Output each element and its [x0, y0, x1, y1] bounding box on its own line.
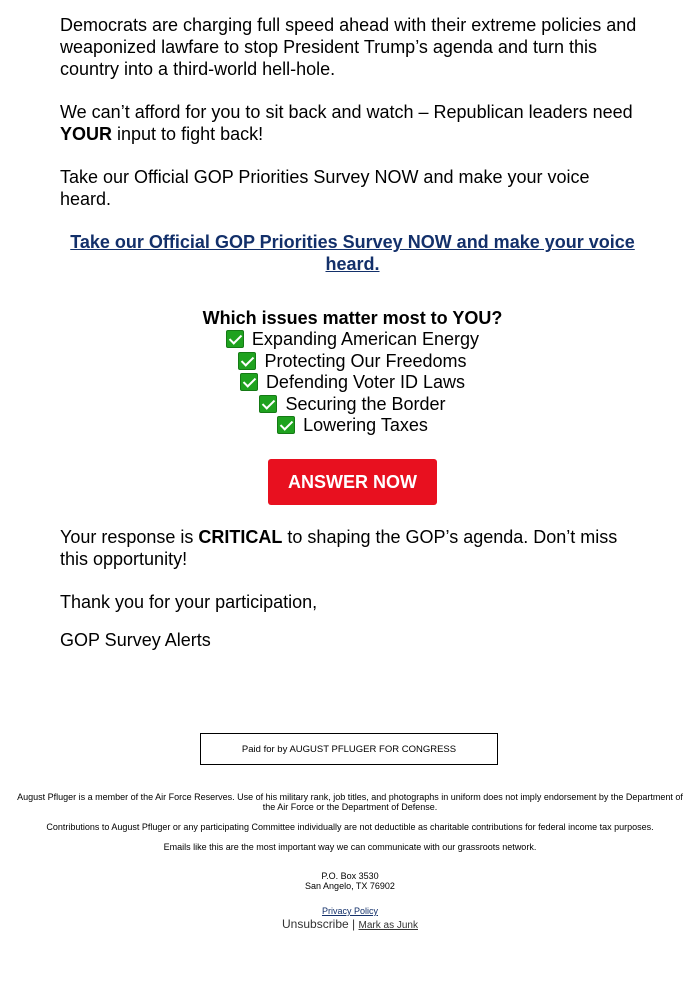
- military-disclaimer: August Pfluger is a member of the Air Force Reserves. Use of his military rank, job titles, and photographs in uniform does not imply endorsement by the Department of the Air Force or the Department of Defense.: [17, 792, 683, 812]
- contributions-disclaimer: Contributions to August Pfluger or any participating Committee individually are not deductible as charitable contributions for federal income tax purposes.: [46, 822, 654, 832]
- issue-label: Defending Voter ID Laws: [265, 372, 466, 392]
- signature: GOP Survey Alerts: [60, 629, 211, 650]
- critical-paragraph: [60, 526, 645, 570]
- emails-note: Emails like this are the most important way we can communicate with our grassroots network.: [163, 842, 537, 852]
- unsubscribe-link[interactable]: Unsubscribe: [282, 917, 349, 931]
- answer-wrapper: [60, 459, 645, 505]
- survey-link[interactable]: Take our Official GOP Priorities Survey NOW and make your voice heard.: [70, 232, 635, 274]
- critical-bold: CRITICAL: [198, 526, 283, 547]
- issues-title: Which issues matter most to YOU?: [202, 308, 503, 328]
- list-item: [60, 394, 645, 416]
- mark-as-junk-link[interactable]: Mark as Junk: [358, 920, 418, 931]
- issues-list: [60, 307, 645, 437]
- email-body: [60, 14, 645, 651]
- po-box: P.O. Box 3530: [321, 871, 379, 881]
- answer-now-button[interactable]: ANSWER NOW: [268, 459, 437, 505]
- check-mark-icon: [226, 330, 244, 348]
- mailing-address: [0, 871, 700, 891]
- list-item: [60, 351, 645, 373]
- survey-paragraph: Take our Official GOP Priorities Survey NOW and make your voice heard.: [60, 167, 590, 209]
- critical-post: to shaping the GOP’s agenda. Don’t miss this opportunity!: [60, 526, 618, 569]
- call-text-bold: YOUR: [60, 124, 113, 144]
- check-mark-icon: [238, 352, 256, 370]
- critical-pre: Your response is: [60, 526, 199, 547]
- check-mark-icon: [277, 416, 295, 434]
- list-item: [60, 415, 645, 437]
- privacy-row: [0, 906, 700, 916]
- separator: |: [352, 917, 356, 931]
- thanks-paragraph: Thank you for your participation,: [60, 591, 318, 612]
- call-text-post: input to fight back!: [112, 124, 264, 144]
- intro-paragraph: Democrats are charging full speed ahead with their extreme policies and weaponized lawfare to stop President Trump’s agenda and turn this country into a third-world hell-hole.: [60, 15, 637, 79]
- issue-label: Lowering Taxes: [303, 415, 428, 435]
- city-line: San Angelo, TX 76902: [305, 881, 395, 891]
- call-paragraph: [60, 101, 645, 145]
- issue-label: Expanding American Energy: [251, 329, 480, 349]
- issue-label: Protecting Our Freedoms: [264, 350, 467, 371]
- paid-for-box: Paid for by AUGUST PFLUGER FOR CONGRESS: [200, 733, 498, 765]
- call-text-pre: We can’t afford for you to sit back and watch – Republican leaders need: [60, 102, 633, 122]
- check-mark-icon: [259, 395, 277, 413]
- issue-label: Securing the Border: [285, 393, 446, 414]
- list-item: [60, 372, 645, 394]
- privacy-policy-link[interactable]: Privacy Policy: [321, 906, 378, 916]
- check-mark-icon: [240, 373, 258, 391]
- unsubscribe-row: [0, 917, 700, 933]
- list-item: [60, 329, 645, 351]
